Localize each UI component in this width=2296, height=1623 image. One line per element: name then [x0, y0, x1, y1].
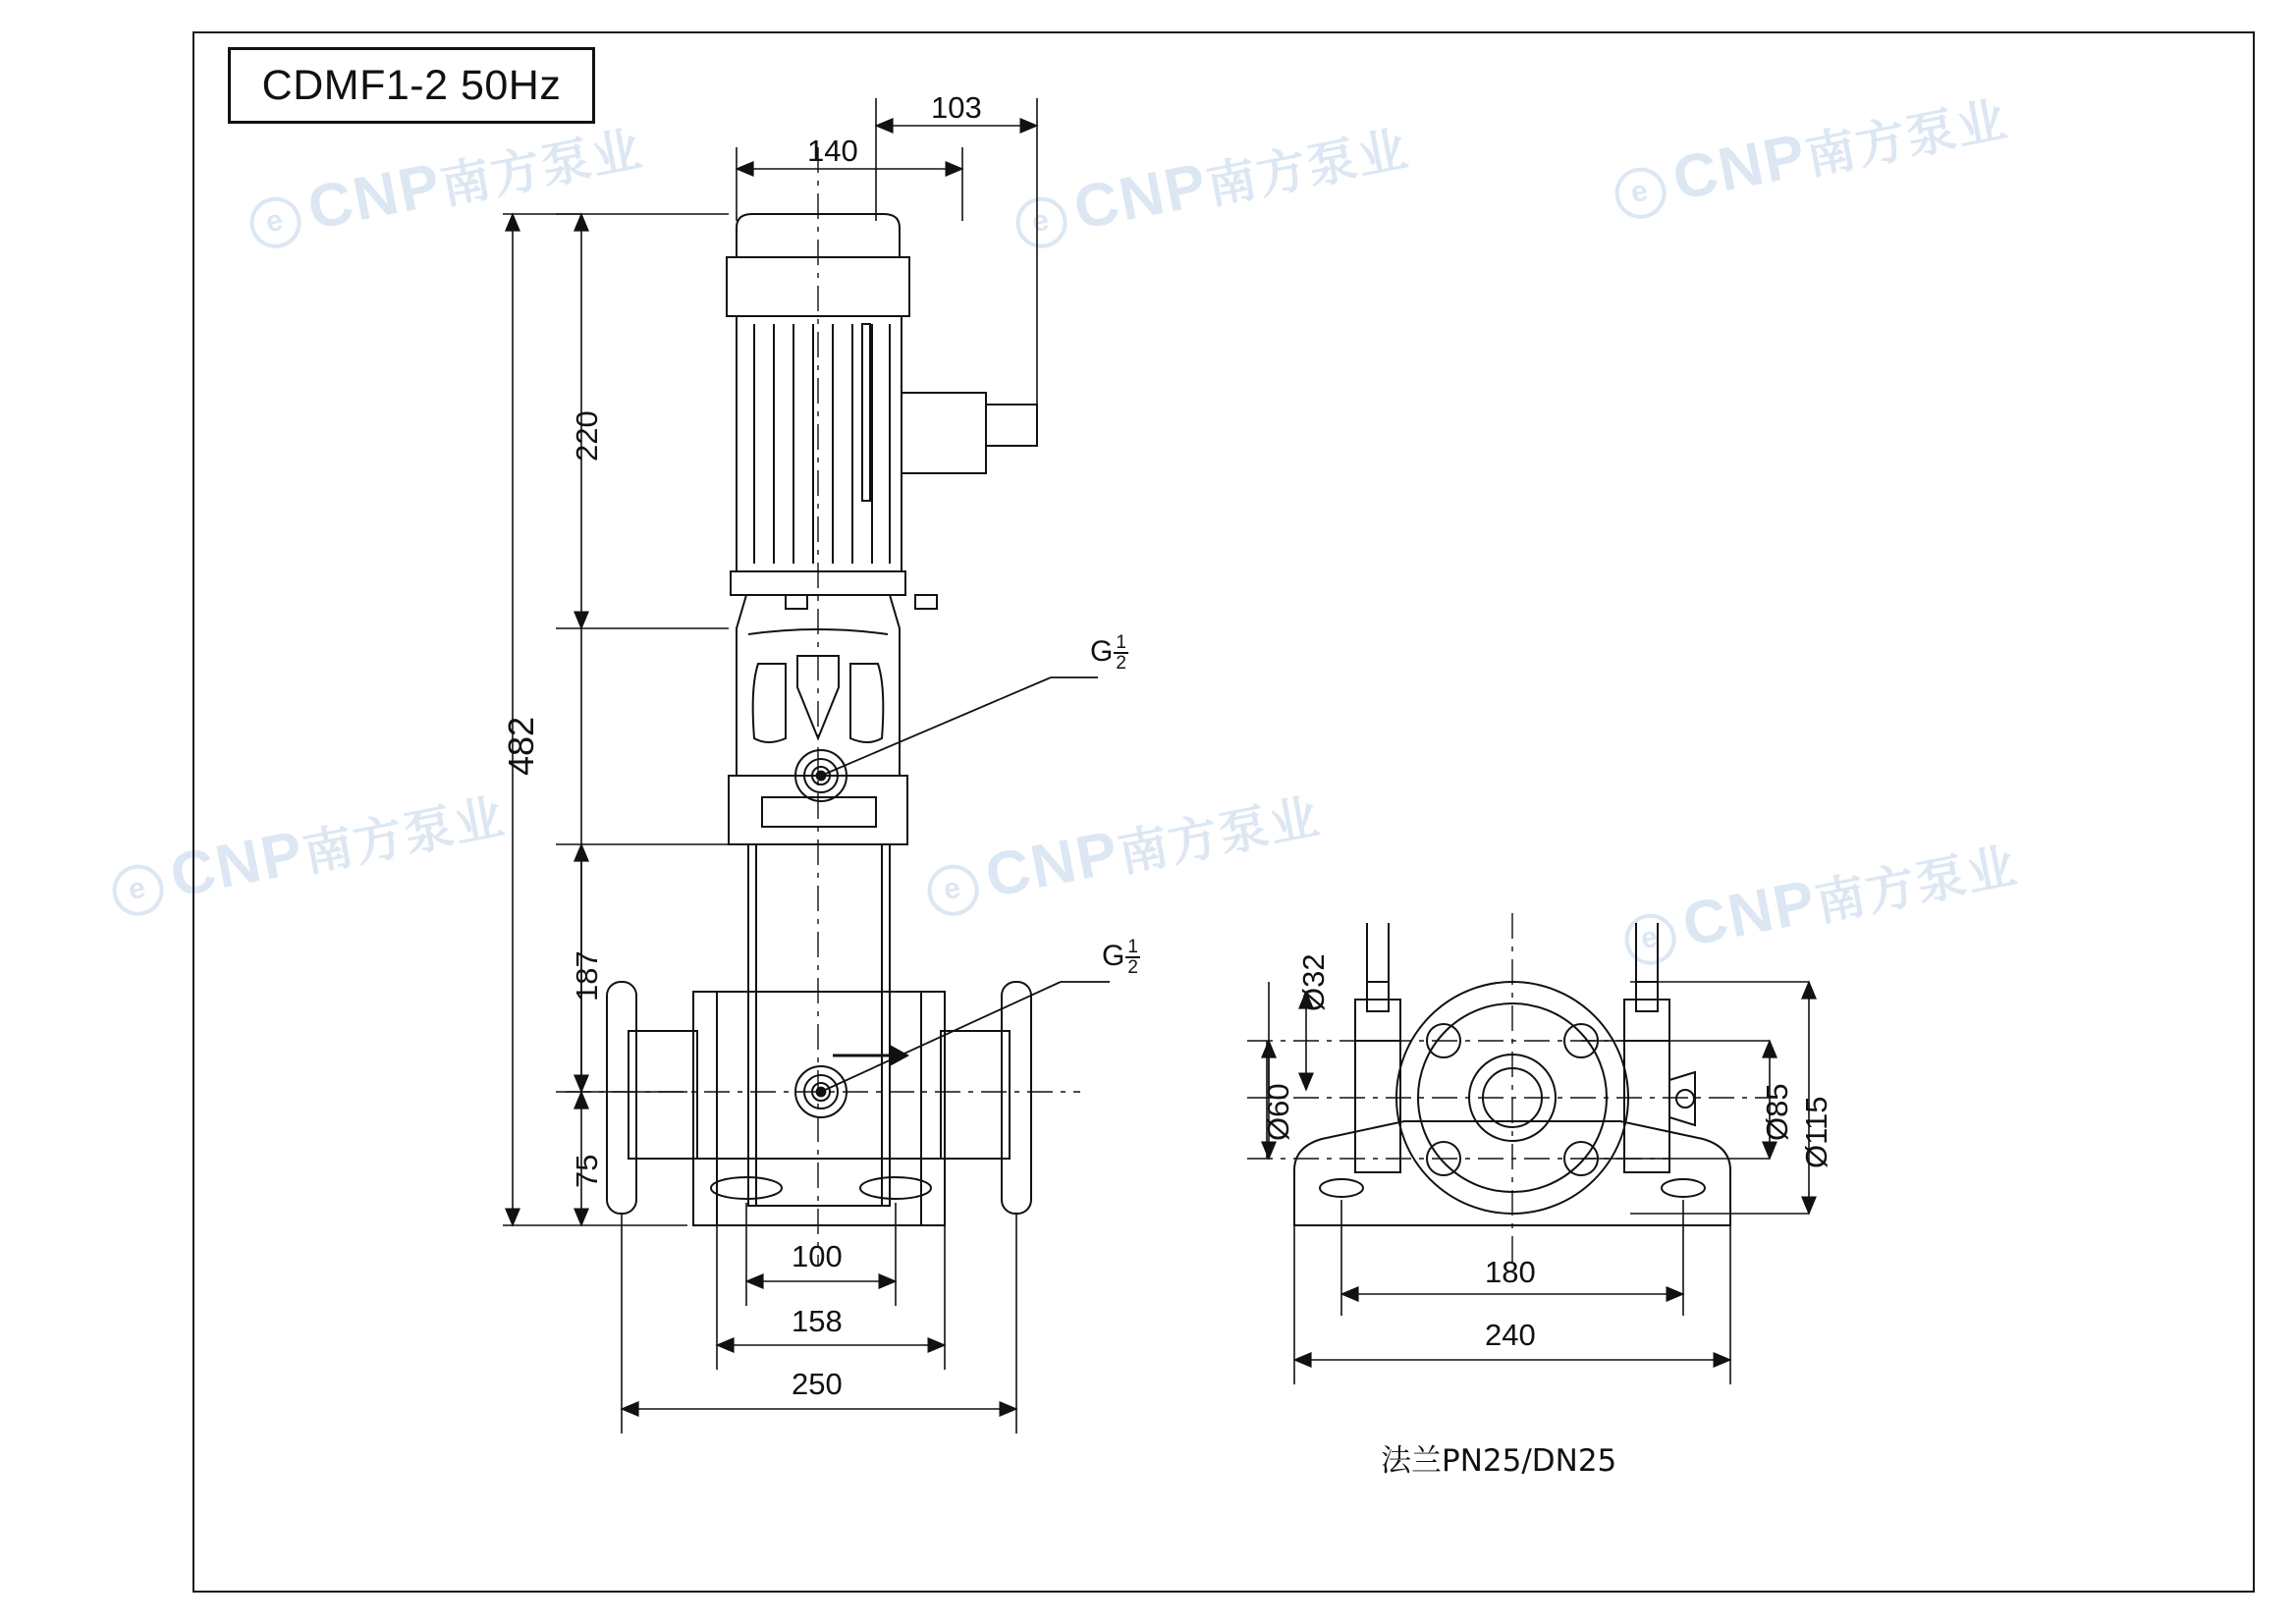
watermark: e CNP南方泵业 — [1608, 81, 2013, 226]
callout-lower-port: G $\frac{1}{2}$ — [1102, 937, 1138, 978]
dimension-140: 140 — [807, 134, 858, 168]
dimension-187: 187 — [570, 950, 604, 1001]
dimension-100: 100 — [792, 1239, 843, 1273]
dimension-dia-85: Ø85 — [1760, 1083, 1794, 1141]
dimension-dia-32: Ø32 — [1296, 953, 1331, 1011]
watermark: e CNP南方泵业 — [1617, 827, 2023, 972]
dimension-240: 240 — [1485, 1318, 1536, 1352]
dimension-75: 75 — [570, 1154, 604, 1188]
dimension-180: 180 — [1485, 1255, 1536, 1289]
dimension-103: 103 — [931, 90, 982, 125]
watermark: e CNP南方泵业 — [1009, 110, 1414, 255]
watermark: e CNP南方泵业 — [243, 110, 648, 255]
dimension-dia-60: Ø60 — [1261, 1083, 1295, 1141]
dimension-220: 220 — [570, 410, 604, 461]
dimension-482: 482 — [501, 716, 541, 776]
watermark: e CNP南方泵业 — [920, 778, 1326, 923]
dimension-250: 250 — [792, 1367, 843, 1401]
page-title: CDMF1-2 50Hz — [261, 61, 562, 109]
dimension-158: 158 — [792, 1304, 843, 1338]
flange-caption: 法兰PN25/DN25 — [1381, 1443, 1617, 1479]
dimension-dia-115: Ø115 — [1799, 1096, 1833, 1168]
callout-upper-port: G $\frac{1}{2}$ — [1090, 632, 1126, 674]
watermark: e CNP南方泵业 — [105, 778, 511, 923]
